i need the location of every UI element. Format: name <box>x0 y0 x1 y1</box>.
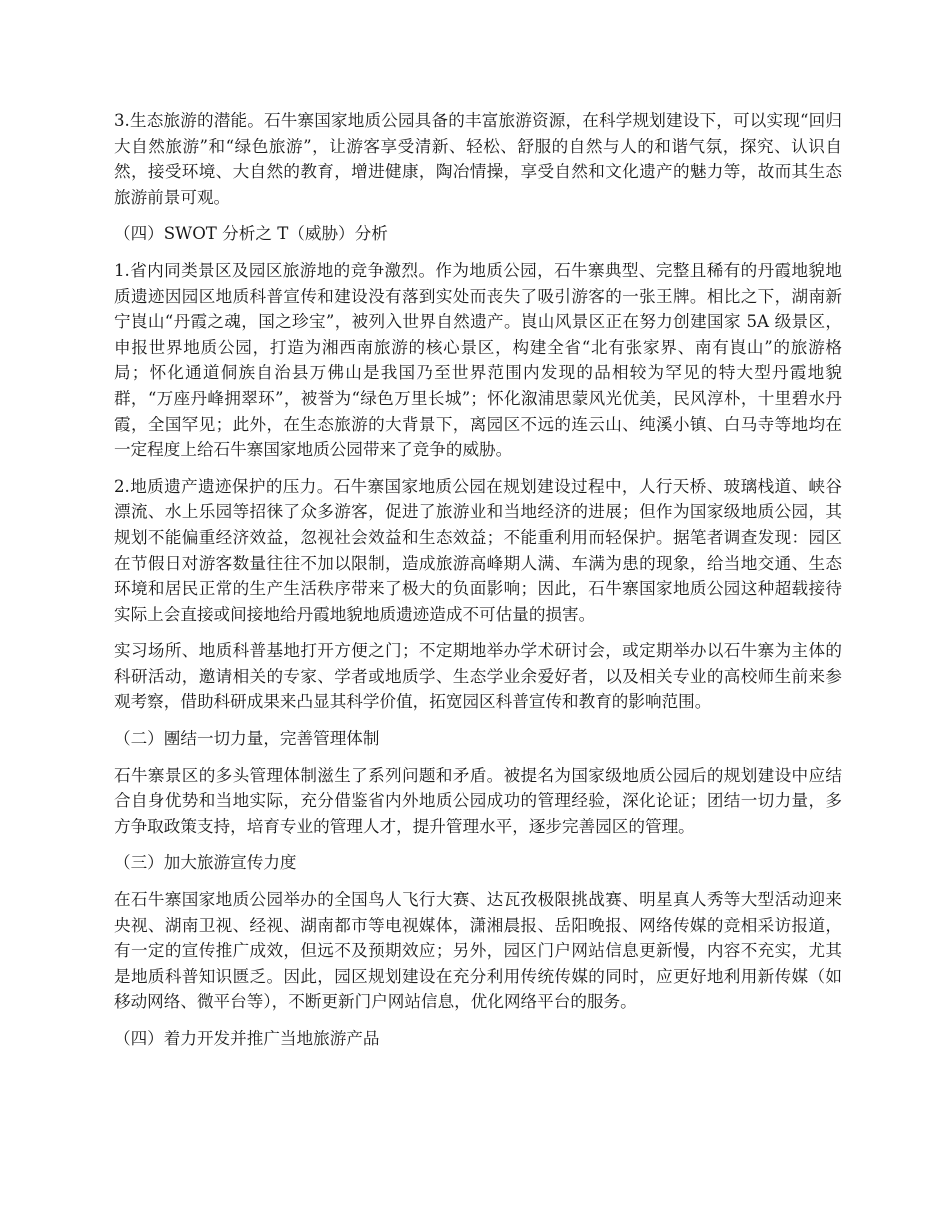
section-heading-swot-threats: （四）SWOT 分析之 T（威胁）分析 <box>114 224 388 244</box>
paragraph-ecotourism-potential: 3.生态旅游的潜能。石牛寨国家地质公园具备的丰富旅游资源，在科学规划建设下，可以实现“回归大自然旅游”和“绿色旅游”，让游客享受清新、轻松、舒服的自然与人的和谐气氛，探究、认识自然，接受环境、大自然的教育，增进健康，陶冶情操，享受自然和文化遗产的魅力等，故而其生态旅游前景可观。 <box>114 111 842 207</box>
document-page <box>114 108 842 1063</box>
section-heading-management: （二）團结一切力量，完善管理体制 <box>114 729 380 749</box>
section-heading-promotion: （三）加大旅游宣传力度 <box>114 853 297 873</box>
paragraph-competition: 1.省内同类景区及园区旅游地的竞争激烈。作为地质公园，石牛寨典型、完整且稀有的丹霞地貌地质遗迹因园区地质科普宣传和建设没有落到实处而丧失了吸引游客的一张王牌。相比之下，湖南新宁崀山“丹霞之魂，国之珍宝”，被列入世界自然遗产。崀山风景区正在努力创建国家 5A 级景区，申报世界地质公园，打造为湘西南旅游的核心景区，构建全省“北有张家界、南有崀山”的旅游格局；怀化通道侗族自治县万佛山是我国乃至世界范围内发现的品相较为罕见的特大型丹霞地貌群，“万座丹峰拥翠环”，被誉为“绿色万里长城”；怀化溆浦思蒙风光优美，民风淳朴，十里碧水丹霞，全国罕见；此外，在生态旅游的大背景下，离园区不远的连云山、纯溪小镇、白马寺等地均在一定程度上给石牛寨国家地质公园带来了竞争的威胁。 <box>114 260 842 460</box>
paragraph-research-base: 实习场所、地质科普基地打开方便之门；不定期地举办学术研讨会，或定期举办以石牛寨为主体的科研活动，邀请相关的专家、学者或地质学、生态学业余爱好者，以及相关专业的高校师生前来参观考察，借助科研成果来凸显其科学价值，拓宽园区科普宣传和教育的影响范围。 <box>114 641 842 712</box>
paragraph-heritage-protection: 2.地质遗产遗迹保护的压力。石牛寨国家地质公园在规划建设过程中，人行天桥、玻璃栈道、峡谷漂流、水上乐园等招徕了众多游客，促进了旅游业和当地经济的进展；但作为国家级地质公园，其规划不能偏重经济效益，忽视社会效益和生态效益；不能重利用而轻保护。据笔者调查发现：园区在节假日对游客数量往往不加以限制，造成旅游高峰期人满、车满为患的现象，给当地交通、生态环境和居民正常的生产生活秩序带来了极大的负面影响；因此，石牛寨国家地质公园这种超载接待实际上会直接或间接地给丹霞地貌地质遗迹造成不可估量的损害。 <box>114 476 842 624</box>
paragraph-promotion: 在石牛寨国家地质公园举办的全国鸟人飞行大赛、达瓦孜极限挑战赛、明星真人秀等大型活动迎来央视、湖南卫视、经视、湖南都市等电视媒体，潇湘晨报、岳阳晚报、网络传媒的竞相采访报道，有一定的宣传推广成效，但远不及预期效应；另外，园区门户网站信息更新慢，内容不充实，尤其是地质科普知识匮乏。因此，园区规划建设在充分利用传统传媒的同时，应更好地利用新传媒（如移动网络、微平台等），不断更新门户网站信息，优化网络平台的服务。 <box>114 890 842 1012</box>
section-heading-products: （四）着力开发并推广当地旅游产品 <box>114 1029 380 1048</box>
paragraph-management: 石牛寨景区的多头管理体制滋生了系列问题和矛盾。被提名为国家级地质公园后的规划建设中应结合自身优势和当地实际，充分借鉴省内外地质公园成功的管理经验，深化论证；团结一切力量，多方争取政策支持，培育专业的管理人才，提升管理水平，逐步完善园区的管理。 <box>114 765 842 836</box>
